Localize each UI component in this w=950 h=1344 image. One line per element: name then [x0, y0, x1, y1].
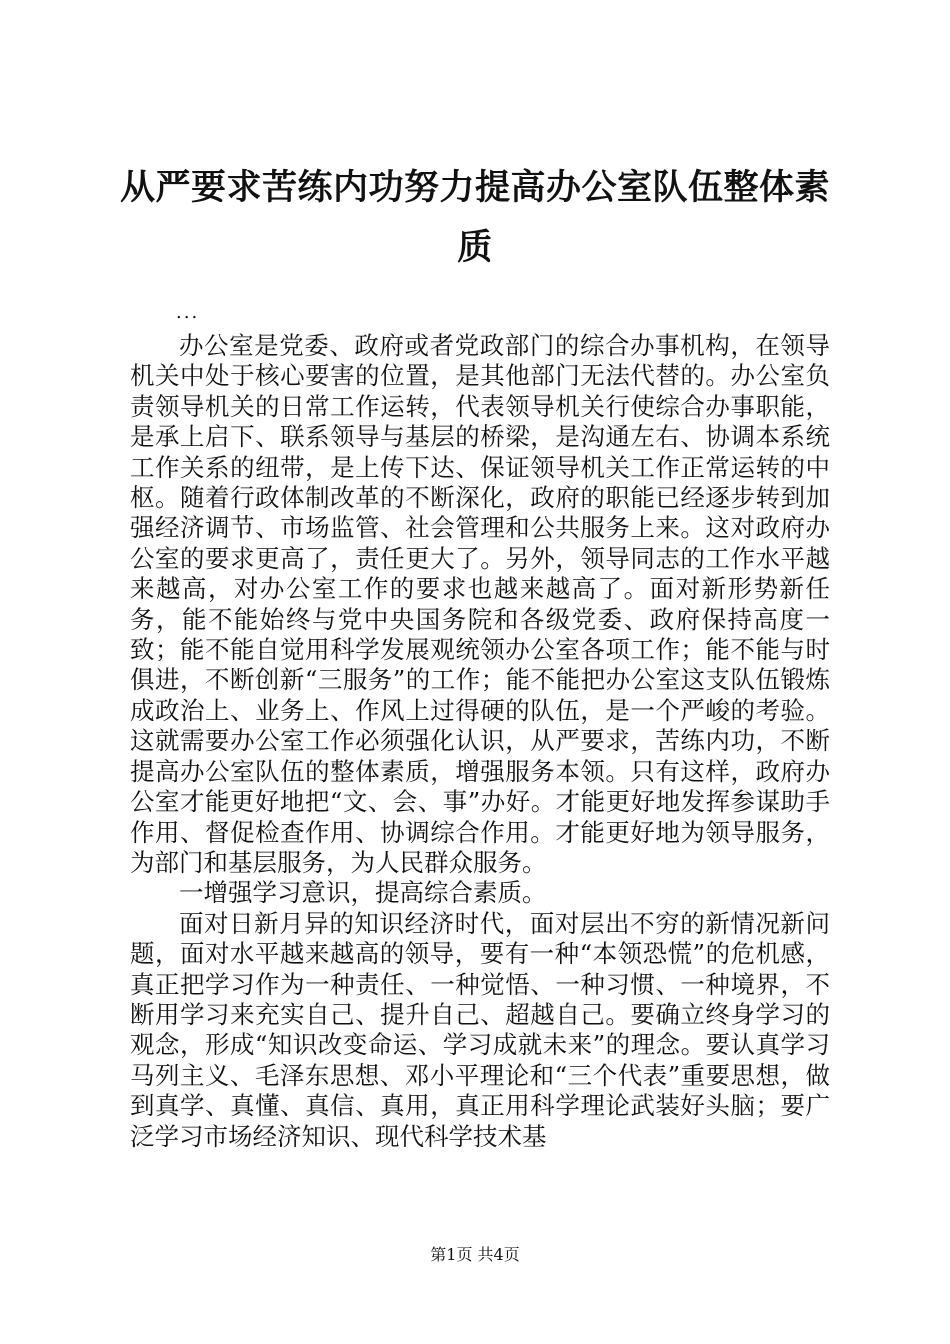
- section-heading: 一增强学习意识，提高综合素质。: [179, 878, 547, 908]
- ellipsis-marker: ...: [176, 302, 200, 323]
- paragraph-learning: 面对日新月异的知识经济时代，面对层出不穷的新情况新问题，面对水平越来越高的领导，要有一种“本领恐慌”的危机感，真正把学习作为一种责任、一种觉悟、一种习惯、一种境界，不断用学习来充实自己、提升自己、超越自己。要确立终身学习的观念，形成“知识改变命运、学习成就未来”的理念。要认真学习马列主义、毛泽东思想、邓小平理论和“三个代表”重要思想，做到真学、真懂、真信、真用，真正用科学理论武装好头脑；要广泛学习市场经济知识、现代科学技术基: [130, 908, 830, 1151]
- document-title: 从严要求苦练内功努力提高办公室队伍整体素质: [119, 167, 830, 268]
- paragraph-intro: 办公室是党委、政府或者党政部门的综合办事机构，在领导机关中处于核心要害的位置，是其他部门无法代替的。办公室负责领导机关的日常工作运转，代表领导机关行使综合办事职能，是承上启下、联系领导与基层的桥梁，是沟通左右、协调本系统工作关系的纽带，是上传下达、保证领导机关工作正常运转的中枢。随着行政体制改革的不断深化，政府的职能已经逐步转到加强经济调节、市场监管、社会管理和公共服务上来。这对政府办公室的要求更高了，责任更大了。另外，领导同志的工作水平越来越高，对办公室工作的要求也越来越高了。面对新形势新任务，能不能始终与党中央国务院和各级党委、政府保持高度一致；能不能自觉用科学发展观统领办公室各项工作；能不能与时俱进，不断创新“三服务”的工作；能不能把办公室这支队伍锻炼成政治上、业务上、作风上过得硬的队伍，是一个严峻的考验。这就需要办公室工作必须强化认识，从严要求，苦练内功，不断提高办公室队伍的整体素质，增强服务本领。只有这样，政府办公室才能更好地把“文、会、事”办好。才能更好地发挥参谋助手作用、督促检查作用、协调综合作用。才能更好地为领导服务，为部门和基层服务，为人民群众服务。: [130, 331, 830, 877]
- page-footer: 第1页 共4页: [430, 1245, 520, 1264]
- document-body: [130, 331, 830, 1152]
